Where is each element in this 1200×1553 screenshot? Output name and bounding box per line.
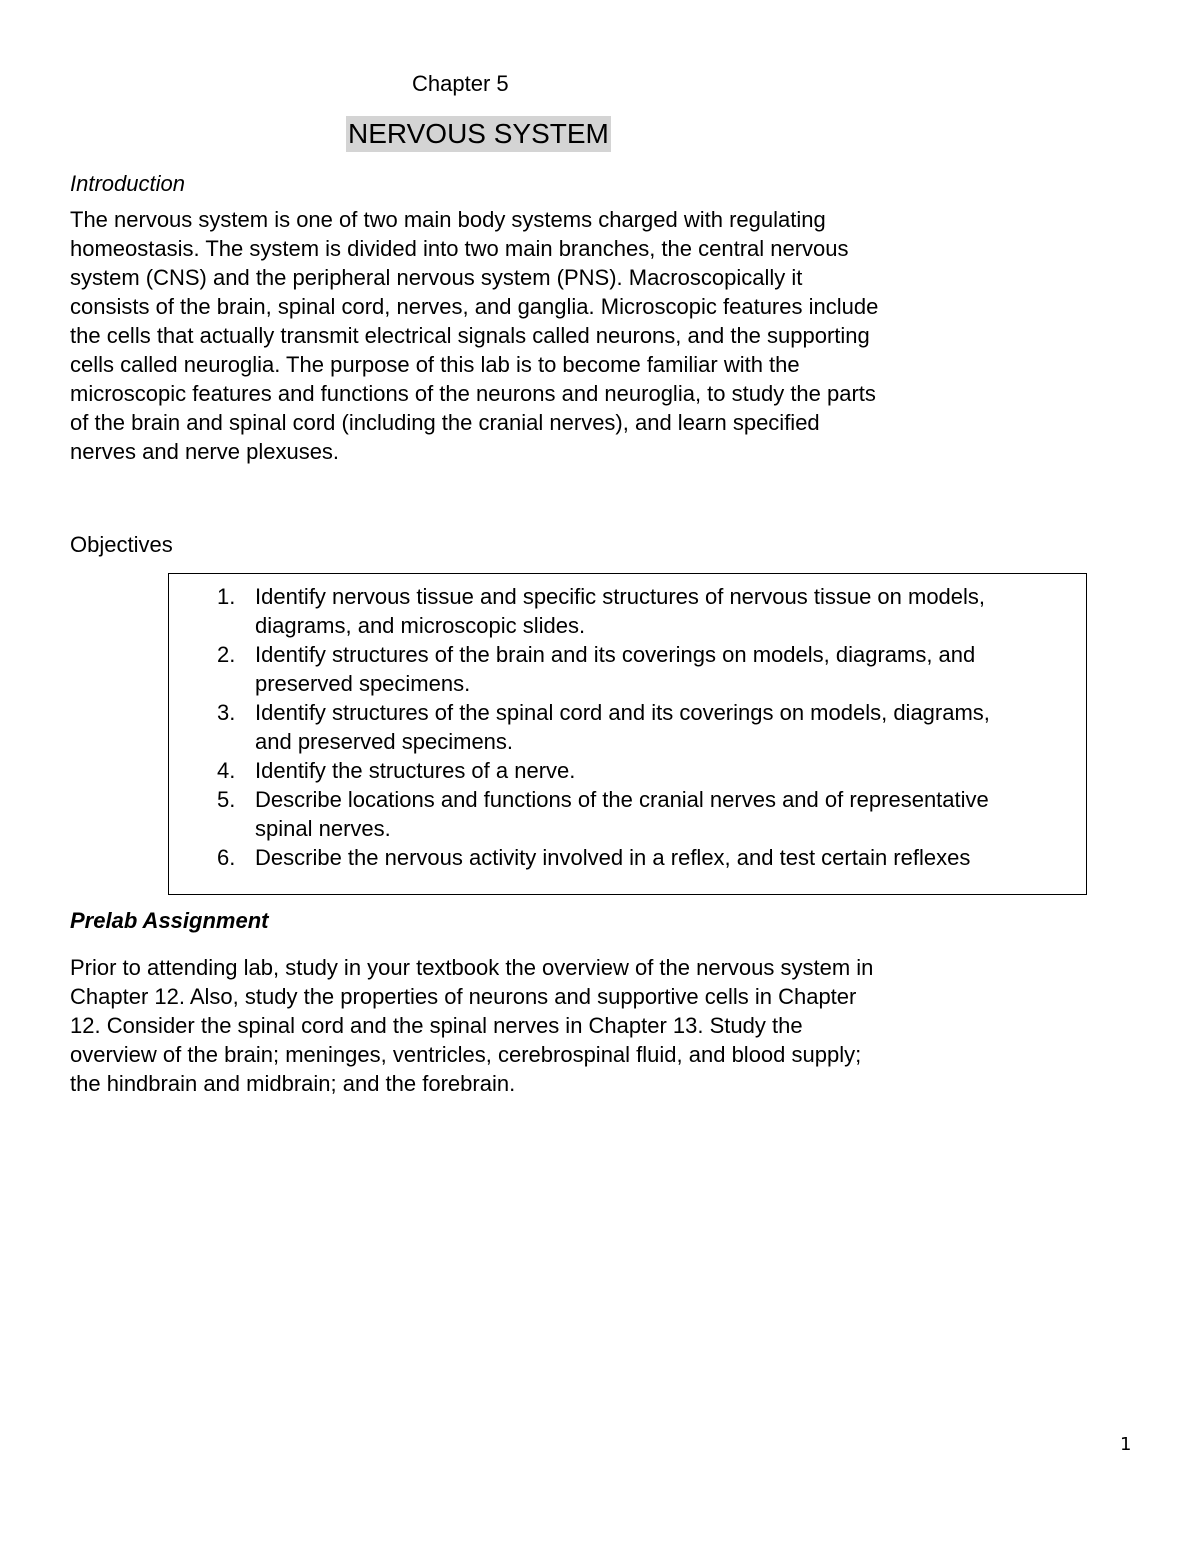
- introduction-line: cells called neuroglia. The purpose of this lab is to become familiar with the: [70, 352, 800, 377]
- objectives-box: [168, 573, 1087, 895]
- objective-text-line: Identify structures of the brain and its coverings on models, diagrams, and: [255, 642, 976, 667]
- objective-number: 5.: [217, 787, 236, 812]
- prelab-line: the hindbrain and midbrain; and the forebrain.: [70, 1071, 516, 1096]
- objective-text-line: spinal nerves.: [255, 816, 391, 841]
- page-number: 1: [1120, 1434, 1132, 1455]
- prelab-line: Prior to attending lab, study in your textbook the overview of the nervous system in: [70, 955, 874, 980]
- objective-number: 6.: [217, 845, 236, 870]
- objective-text-line: preserved specimens.: [255, 671, 471, 696]
- objective-item: [217, 756, 990, 785]
- objective-text-line: Identify the structures of a nerve.: [255, 758, 576, 783]
- prelab-line: 12. Consider the spinal cord and the spinal nerves in Chapter 13. Study the: [70, 1013, 803, 1038]
- page-title: NERVOUS SYSTEM: [346, 116, 611, 152]
- introduction-line: nerves and nerve plexuses.: [70, 439, 340, 464]
- objective-item: [217, 785, 990, 843]
- prelab-line: Chapter 12. Also, study the properties of neurons and supportive cells in Chapter: [70, 984, 857, 1009]
- introduction-line: system (CNS) and the peripheral nervous system (PNS). Macroscopically it: [70, 265, 803, 290]
- introduction-line: microscopic features and functions of the neurons and neuroglia, to study the parts: [70, 381, 876, 406]
- objective-text-line: Identify nervous tissue and specific structures of nervous tissue on models,: [255, 584, 986, 609]
- prelab-line: overview of the brain; meninges, ventricles, cerebrospinal fluid, and blood supply;: [70, 1042, 862, 1067]
- introduction-line: consists of the brain, spinal cord, nerves, and ganglia. Microscopic features include: [70, 294, 879, 319]
- objective-number: 3.: [217, 700, 236, 725]
- objectives-heading: Objectives: [70, 532, 173, 557]
- objective-item: [217, 698, 990, 756]
- objective-text-line: Identify structures of the spinal cord and its coverings on models, diagrams,: [255, 700, 990, 725]
- objective-number: 4.: [217, 758, 236, 783]
- objective-text-line: Describe locations and functions of the cranial nerves and of representative: [255, 787, 989, 812]
- objective-item: [217, 582, 990, 640]
- introduction-paragraph: [70, 205, 950, 466]
- introduction-heading: Introduction: [70, 171, 185, 196]
- chapter-label: Chapter 5: [412, 71, 509, 96]
- objective-text-line: and preserved specimens.: [255, 729, 514, 754]
- objective-item: [217, 640, 990, 698]
- objective-text-line: Describe the nervous activity involved in a reflex, and test certain reflexes: [255, 845, 971, 870]
- introduction-line: homeostasis. The system is divided into two main branches, the central nervous: [70, 236, 849, 261]
- introduction-line: the cells that actually transmit electrical signals called neurons, and the supporting: [70, 323, 870, 348]
- introduction-line: The nervous system is one of two main body systems charged with regulating: [70, 207, 826, 232]
- objective-number: 1.: [217, 584, 236, 609]
- objective-text-line: diagrams, and microscopic slides.: [255, 613, 586, 638]
- objective-number: 2.: [217, 642, 236, 667]
- introduction-line: of the brain and spinal cord (including the cranial nerves), and learn specified: [70, 410, 820, 435]
- prelab-heading: Prelab Assignment: [70, 908, 269, 933]
- objectives-list: [217, 582, 990, 872]
- objective-item: [217, 843, 990, 872]
- prelab-paragraph: [70, 953, 950, 1098]
